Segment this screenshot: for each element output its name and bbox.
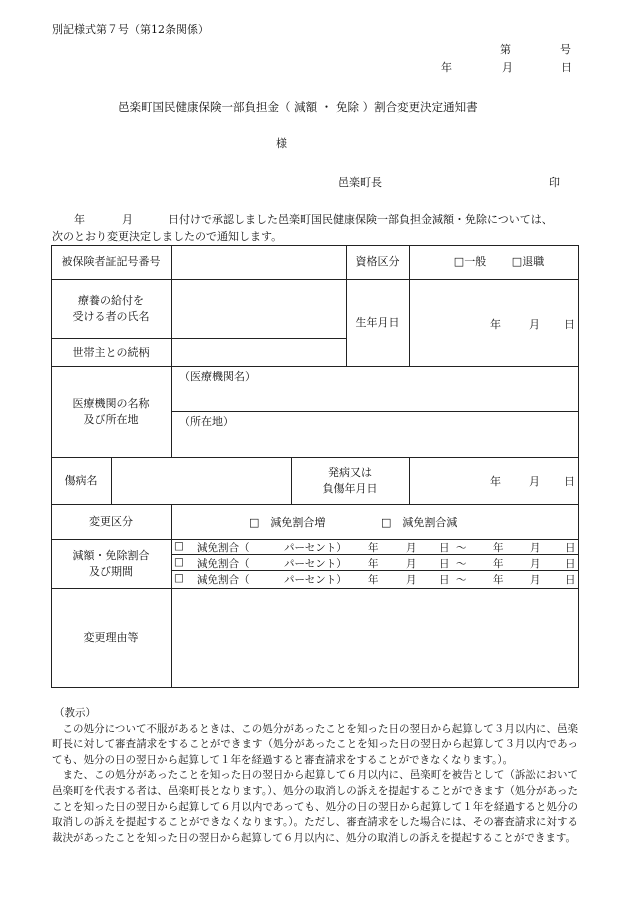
rate-row-unit: パーセント）	[284, 542, 347, 554]
number-prefix: 第	[500, 43, 511, 56]
form-id: 別記様式第７号（第12条関係）	[52, 23, 209, 36]
qualification-retired-checkbox[interactable]: □退職	[511, 255, 545, 268]
rate-row-end-year: 年	[493, 558, 504, 570]
rate-row-end-year: 年	[493, 574, 504, 586]
rate-row-tilde: ～	[456, 542, 467, 554]
header-month: 月	[502, 61, 513, 74]
medical-institution-label-line2: 及び所在地	[83, 413, 139, 426]
onset-date-label-line2: 負傷年月日	[322, 482, 378, 495]
rate-row-tilde: ～	[456, 574, 467, 586]
rate-row-unit: パーセント）	[284, 574, 347, 586]
rate-row-end-day: 日	[565, 558, 576, 570]
birthdate-year: 年	[490, 318, 501, 331]
recipient-name-field[interactable]	[172, 280, 345, 338]
rate-row-month: 月	[406, 542, 417, 554]
rate-row-label: 減免割合（	[197, 558, 250, 570]
change-decrease-checkbox[interactable]: □ 減免割合減	[381, 516, 458, 529]
recipient-name-label-line1: 療養の給付を	[78, 294, 144, 307]
rate-period-label	[51, 540, 171, 588]
rate-row-checkbox[interactable]: □	[174, 540, 184, 552]
onset-date-label	[291, 458, 409, 504]
household-relation-label: 世帯主との続柄	[72, 345, 150, 359]
household-relation-field[interactable]	[172, 339, 345, 366]
notice-paragraph-2: また、この処分があったことを知った日の翌日から起算して６月以内に、邑楽町を被告として（訴訟において邑楽町を代表する者は、邑楽町長となります。）、処分の取消しの訴えを提起することができます（処分があったことを知った日の翌日から起算して６月以内であっても、処分の日の翌日から起算して１年を経過すると処分の取消しの訴えを提起することができなくなります。）。ただし、審査請求をした場合には、その審査請求に対する裁決があったことを知った日の翌日から起算して６月以内に、処分の取消しの訴えを提起することができます。	[52, 769, 578, 844]
rate-row-label: 減免割合（	[197, 542, 250, 554]
onset-date-label-line1: 発病又は	[328, 466, 372, 479]
medical-address-hint: （所在地）	[179, 415, 234, 428]
rate-row-end-day: 日	[565, 574, 576, 586]
change-reason-field[interactable]	[172, 589, 578, 687]
rate-row	[171, 572, 576, 587]
intro-year: 年	[74, 213, 85, 226]
onset-month: 月	[529, 475, 540, 488]
recipient-name-label-line2: 受ける者の氏名	[72, 310, 150, 323]
change-increase-checkbox[interactable]: □ 減免割合増	[249, 516, 326, 529]
intro-text-line1: 日付けで承認しました邑楽町国民健康保険一部負担金減額・免除については、	[168, 213, 553, 226]
number-suffix: 号	[560, 43, 571, 56]
rate-period-label-line2: 及び期間	[89, 565, 133, 578]
rate-row-end-day: 日	[565, 542, 576, 554]
header-year: 年	[441, 61, 452, 74]
appeal-notice	[52, 706, 578, 846]
rate-row-month: 月	[406, 558, 417, 570]
addressee-suffix: 様	[276, 137, 287, 150]
rate-row-year: 年	[368, 574, 379, 586]
change-category-label: 変更区分	[89, 515, 133, 528]
qualification-general-checkbox[interactable]: □一般	[453, 255, 487, 268]
recipient-name-label	[51, 280, 171, 338]
rate-row-tilde: ～	[456, 558, 467, 570]
document-title: 邑楽町国民健康保険一部負担金（ 減額 ・ 免除 ）割合変更決定通知書	[118, 100, 478, 114]
rate-row-checkbox[interactable]: □	[174, 556, 184, 568]
header-day: 日	[561, 61, 572, 74]
qualification-label: 資格区分	[355, 255, 400, 268]
rate-row-label: 減免割合（	[197, 574, 250, 586]
rate-row-checkbox[interactable]: □	[174, 572, 184, 584]
rate-row-end-month: 月	[530, 542, 541, 554]
rate-row-month: 月	[406, 574, 417, 586]
birthdate-label: 生年月日	[355, 316, 400, 329]
medical-name-hint: （医療機関名）	[179, 370, 256, 383]
medical-institution-label	[51, 367, 171, 457]
rate-row-day: 日	[439, 558, 450, 570]
notice-heading: （教示）	[54, 707, 96, 719]
rate-row-year: 年	[368, 542, 379, 554]
seal-mark: 印	[549, 176, 560, 189]
rate-row-unit: パーセント）	[284, 558, 347, 570]
disease-field[interactable]	[112, 458, 291, 504]
rate-row	[171, 540, 576, 555]
intro-month: 月	[122, 213, 133, 226]
notice-paragraph-1: この処分について不服があるときは、この処分があったことを知った日の翌日から起算して３月以内に、邑楽町長に対して審査請求をすることができます（処分があったことを知った日の翌日から起算して３月以内であっても、処分の日の翌日から起算して１年を経過すると審査請求をすることができなくなります。）。	[52, 722, 578, 766]
rate-row-year: 年	[368, 558, 379, 570]
disease-label: 傷病名	[64, 474, 98, 487]
birthdate-month: 月	[529, 318, 540, 331]
rate-row-day: 日	[439, 574, 450, 586]
rate-row	[171, 556, 576, 571]
insured-number-field[interactable]	[172, 246, 345, 279]
rate-row-end-month: 月	[530, 574, 541, 586]
application-table	[51, 245, 579, 688]
rate-period-label-line1: 減額・免除割合	[72, 549, 150, 562]
rate-row-end-month: 月	[530, 558, 541, 570]
intro-text-line2: 次のとおり変更決定しましたので通知します。	[52, 230, 283, 243]
insured-number-label: 被保険者証記号番号	[61, 255, 161, 268]
onset-year: 年	[490, 475, 501, 488]
change-reason-label: 変更理由等	[83, 631, 139, 644]
rate-row-end-year: 年	[493, 542, 504, 554]
onset-day: 日	[564, 475, 575, 488]
medical-institution-label-line1: 医療機関の名称	[72, 397, 150, 410]
birthdate-day: 日	[564, 318, 575, 331]
rate-row-day: 日	[439, 542, 450, 554]
issuer-name: 邑楽町長	[338, 176, 382, 189]
